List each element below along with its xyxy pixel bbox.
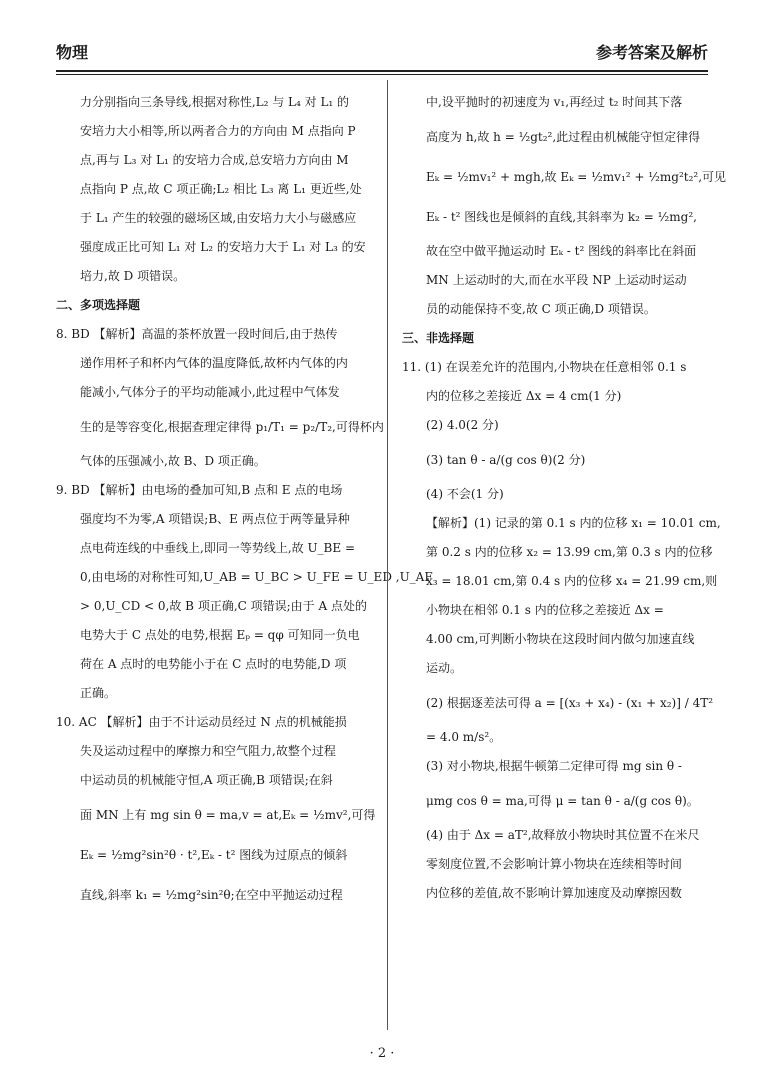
text-line: 内的位移之差接近 Δx = 4 cm(1 分) (426, 389, 622, 403)
text-line: 强度均不为零,A 项错误;B、E 两点位于两等量异种 (80, 512, 350, 526)
text-line: 递作用杯子和杯内气体的温度降低,故杯内气体的内 (80, 356, 348, 370)
document-title: 参考答案及解析 (595, 43, 708, 62)
text-line: 点,再与 L₃ 对 L₁ 的安培力合成,总安培力方向由 M (80, 153, 349, 167)
text-line: MN 上运动时的大,而在水平段 NP 上运动时运动 (426, 273, 687, 287)
text-line: 0,由电场的对称性可知,U_AB = U_BC > U_FE = U_ED ,U_AF (80, 570, 433, 584)
text-line: Eₖ = ½mv₁² + mgh,故 Eₖ = ½mv₁² + ½mg²t₂²,可见 (426, 170, 727, 184)
text-line: 内位移的差值,故不影响计算加速度及动摩擦因数 (426, 886, 682, 900)
text-line: (3) tan θ - a/(g cos θ)(2 分) (426, 453, 586, 467)
text-line: μmg cos θ = ma,可得 μ = tan θ - a/(g cos θ)。 (426, 794, 699, 808)
text-line: 中,设平抛时的初速度为 v₁,再经过 t₂ 时间其下落 (426, 95, 683, 109)
text-line: 9. BD 【解析】由电场的叠加可知,B 点和 E 点的电场 (56, 483, 343, 497)
text-line: x₃ = 18.01 cm,第 0.4 s 内的位移 x₄ = 21.99 cm,则 (426, 574, 718, 588)
text-line: 点指向 P 点,故 C 项正确;L₂ 相比 L₃ 离 L₁ 更近些,处 (80, 182, 362, 196)
text-line: (3) 对小物块,根据牛顿第二定律可得 mg sin θ - (426, 759, 682, 773)
text-line: 故在空中做平抛运动时 Eₖ - t² 图线的斜率比在斜面 (426, 244, 697, 258)
text-line: 于 L₁ 产生的较强的磁场区域,由安培力大小与磁感应 (80, 211, 357, 225)
text-line: 高度为 h,故 h = ½gt₂²,此过程由机械能守恒定律得 (426, 130, 701, 144)
text-line: 面 MN 上有 mg sin θ = ma,v = at,Eₖ = ½mv²,可得 (80, 808, 376, 822)
text-line: 能减小,气体分子的平均动能减小,此过程中气体发 (80, 385, 340, 399)
text-line: 强度成正比可知 L₁ 对 L₂ 的安培力大于 L₁ 对 L₃ 的安 (80, 240, 366, 254)
text-line: 生的是等容变化,根据查理定律得 p₁/T₁ = p₂/T₂,可得杯内 (80, 420, 384, 434)
text-line: 安培力大小相等,所以两者合力的方向由 M 点指向 P (80, 124, 356, 138)
right-column (402, 88, 727, 908)
text-line: (2) 4.0(2 分) (426, 418, 499, 432)
text-line: 失及运动过程中的摩擦力和空气阻力,故整个过程 (80, 744, 336, 758)
text-line: Eₖ - t² 图线也是倾斜的直线,其斜率为 k₂ = ½mg², (426, 210, 697, 224)
section-heading: 二、多项选择题 (56, 298, 141, 312)
text-line: (4) 不会(1 分) (426, 487, 504, 501)
left-column (56, 88, 433, 915)
text-line: 电势大于 C 点处的电势,根据 Eₚ = qφ 可知同一负电 (80, 628, 360, 642)
text-line: 【解析】(1) 记录的第 0.1 s 内的位移 x₁ = 10.01 cm, (426, 516, 721, 530)
text-line: 直线,斜率 k₁ = ½mg²sin²θ;在空中平抛运动过程 (80, 888, 343, 902)
text-line: 荷在 A 点时的电势能小于在 C 点时的电势能,D 项 (80, 657, 347, 671)
text-line: 正确。 (80, 686, 117, 700)
text-line: 小物块在相邻 0.1 s 内的位移之差接近 Δx = (426, 603, 664, 617)
header-rule-thin (56, 74, 708, 75)
text-line: = 4.0 m/s²。 (426, 730, 502, 744)
text-line: 4.00 cm,可判断小物块在这段时间内做匀加速直线 (426, 632, 695, 646)
text-line: 培力,故 D 项错误。 (80, 269, 186, 283)
header-rule (56, 70, 708, 72)
section-heading: 三、非选择题 (402, 331, 475, 345)
subject-label: 物理 (56, 43, 89, 62)
text-line: Eₖ = ½mg²sin²θ · t²,Eₖ - t² 图线为过原点的倾斜 (80, 848, 348, 862)
text-line: 中运动员的机械能守恒,A 项正确,B 项错误;在斜 (80, 773, 333, 787)
text-line: > 0,U_CD < 0,故 B 项正确,C 项错误;由于 A 点处的 (80, 599, 367, 613)
text-line: 10. AC 【解析】由于不计运动员经过 N 点的机械能损 (56, 715, 347, 729)
text-line: 运动。 (426, 661, 463, 675)
text-line: 点电荷连线的中垂线上,即同一等势线上,故 U_BE = (80, 541, 356, 555)
text-line: 员的动能保持不变,故 C 项正确,D 项错误。 (426, 302, 656, 316)
page-header (56, 40, 708, 68)
text-line: 气体的压强减小,故 B、D 项正确。 (80, 454, 266, 468)
text-line: 11. (1) 在误差允许的范围内,小物块在任意相邻 0.1 s (402, 360, 687, 374)
page-number: · 2 · (369, 1046, 395, 1061)
text-line: (2) 根据逐差法可得 a = [(x₃ + x₄) - (x₁ + x₂)] / 4T² (426, 696, 714, 710)
text-line: 8. BD 【解析】高温的茶杯放置一段时间后,由于热传 (56, 327, 338, 341)
text-line: 力分别指向三条导线,根据对称性,L₂ 与 L₄ 对 L₁ 的 (80, 95, 350, 109)
text-line: 零刻度位置,不会影响计算小物块在连续相等时间 (426, 857, 682, 871)
text-line: 第 0.2 s 内的位移 x₂ = 13.99 cm,第 0.3 s 内的位移 (426, 545, 713, 559)
text-line: (4) 由于 Δx = aT²,故释放小物块时其位置不在米尺 (426, 828, 700, 842)
column-divider (387, 80, 388, 1030)
